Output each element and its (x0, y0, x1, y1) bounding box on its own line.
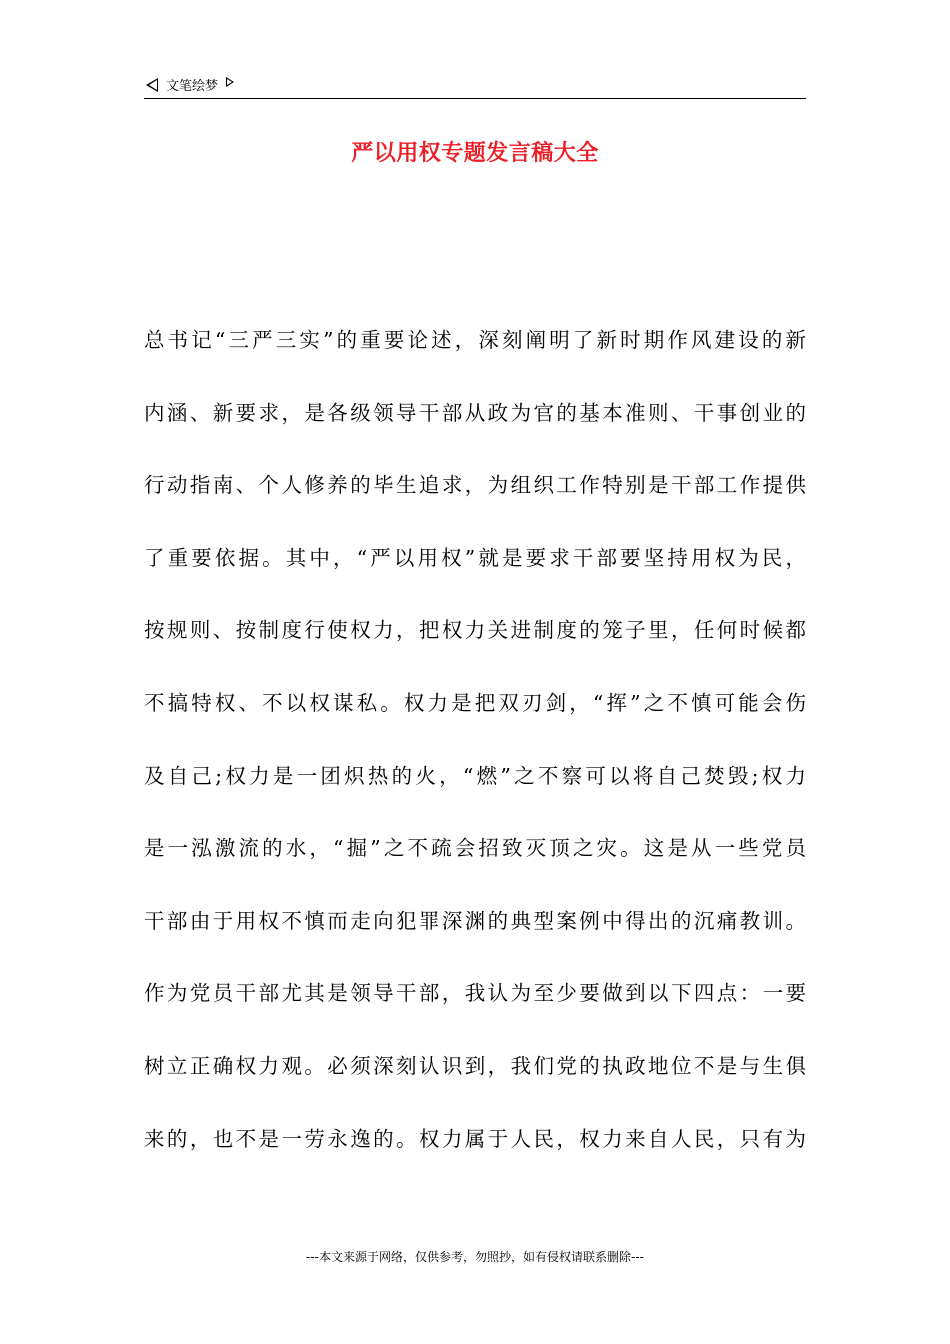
body-line: 总书记“三严三实”的重要论述，深刻阐明了新时期作风建设的新 (144, 328, 806, 352)
footer-notice: ---本文来源于网络，仅供参考，勿照抄，如有侵权请联系删除--- (306, 1250, 644, 1264)
body-line: 及自己;权力是一团炽热的火，“燃”之不察可以将自己焚毁;权力 (144, 763, 806, 788)
body-line: 按规则、按制度行使权力，把权力关进制度的笼子里，任何时候都 (144, 618, 806, 643)
body-line: 行动指南、个人修养的毕生追求，为组织工作特别是干部工作提供 (144, 473, 806, 498)
right-triangle-icon (226, 77, 234, 87)
left-triangle-icon (146, 78, 158, 92)
body-line: 来的，也不是一劳永逸的。权力属于人民，权力来自人民，只有为 (144, 1126, 806, 1151)
body-line: 树立正确权力观。必须深刻认识到，我们党的执政地位不是与生俱 (144, 1053, 806, 1078)
body-line: 不搞特权、不以权谋私。权力是把双刃剑，“挥”之不慎可能会伤 (144, 690, 806, 715)
document-body (144, 322, 806, 1193)
header-brand-group (146, 75, 234, 94)
body-line: 干部由于用权不慎而走向犯罪深渊的典型案例中得出的沉痛教训。 (144, 908, 806, 933)
document-title: 严以用权专题发言稿大全 (351, 140, 599, 166)
body-line: 内涵、新要求，是各级领导干部从政为官的基本准则、干事创业的 (144, 400, 806, 425)
body-line: 了重要依据。其中，“严以用权”就是要求干部要坚持用权为民， (144, 545, 806, 570)
body-line: 作为党员干部尤其是领导干部，我认为至少要做到以下四点：一要 (144, 981, 806, 1006)
page-header (144, 72, 806, 99)
body-line: 是一泓激流的水，“掘”之不疏会招致灭顶之灾。这是从一些党员 (144, 836, 806, 861)
header-brand: 文笔绘梦 (166, 79, 219, 94)
